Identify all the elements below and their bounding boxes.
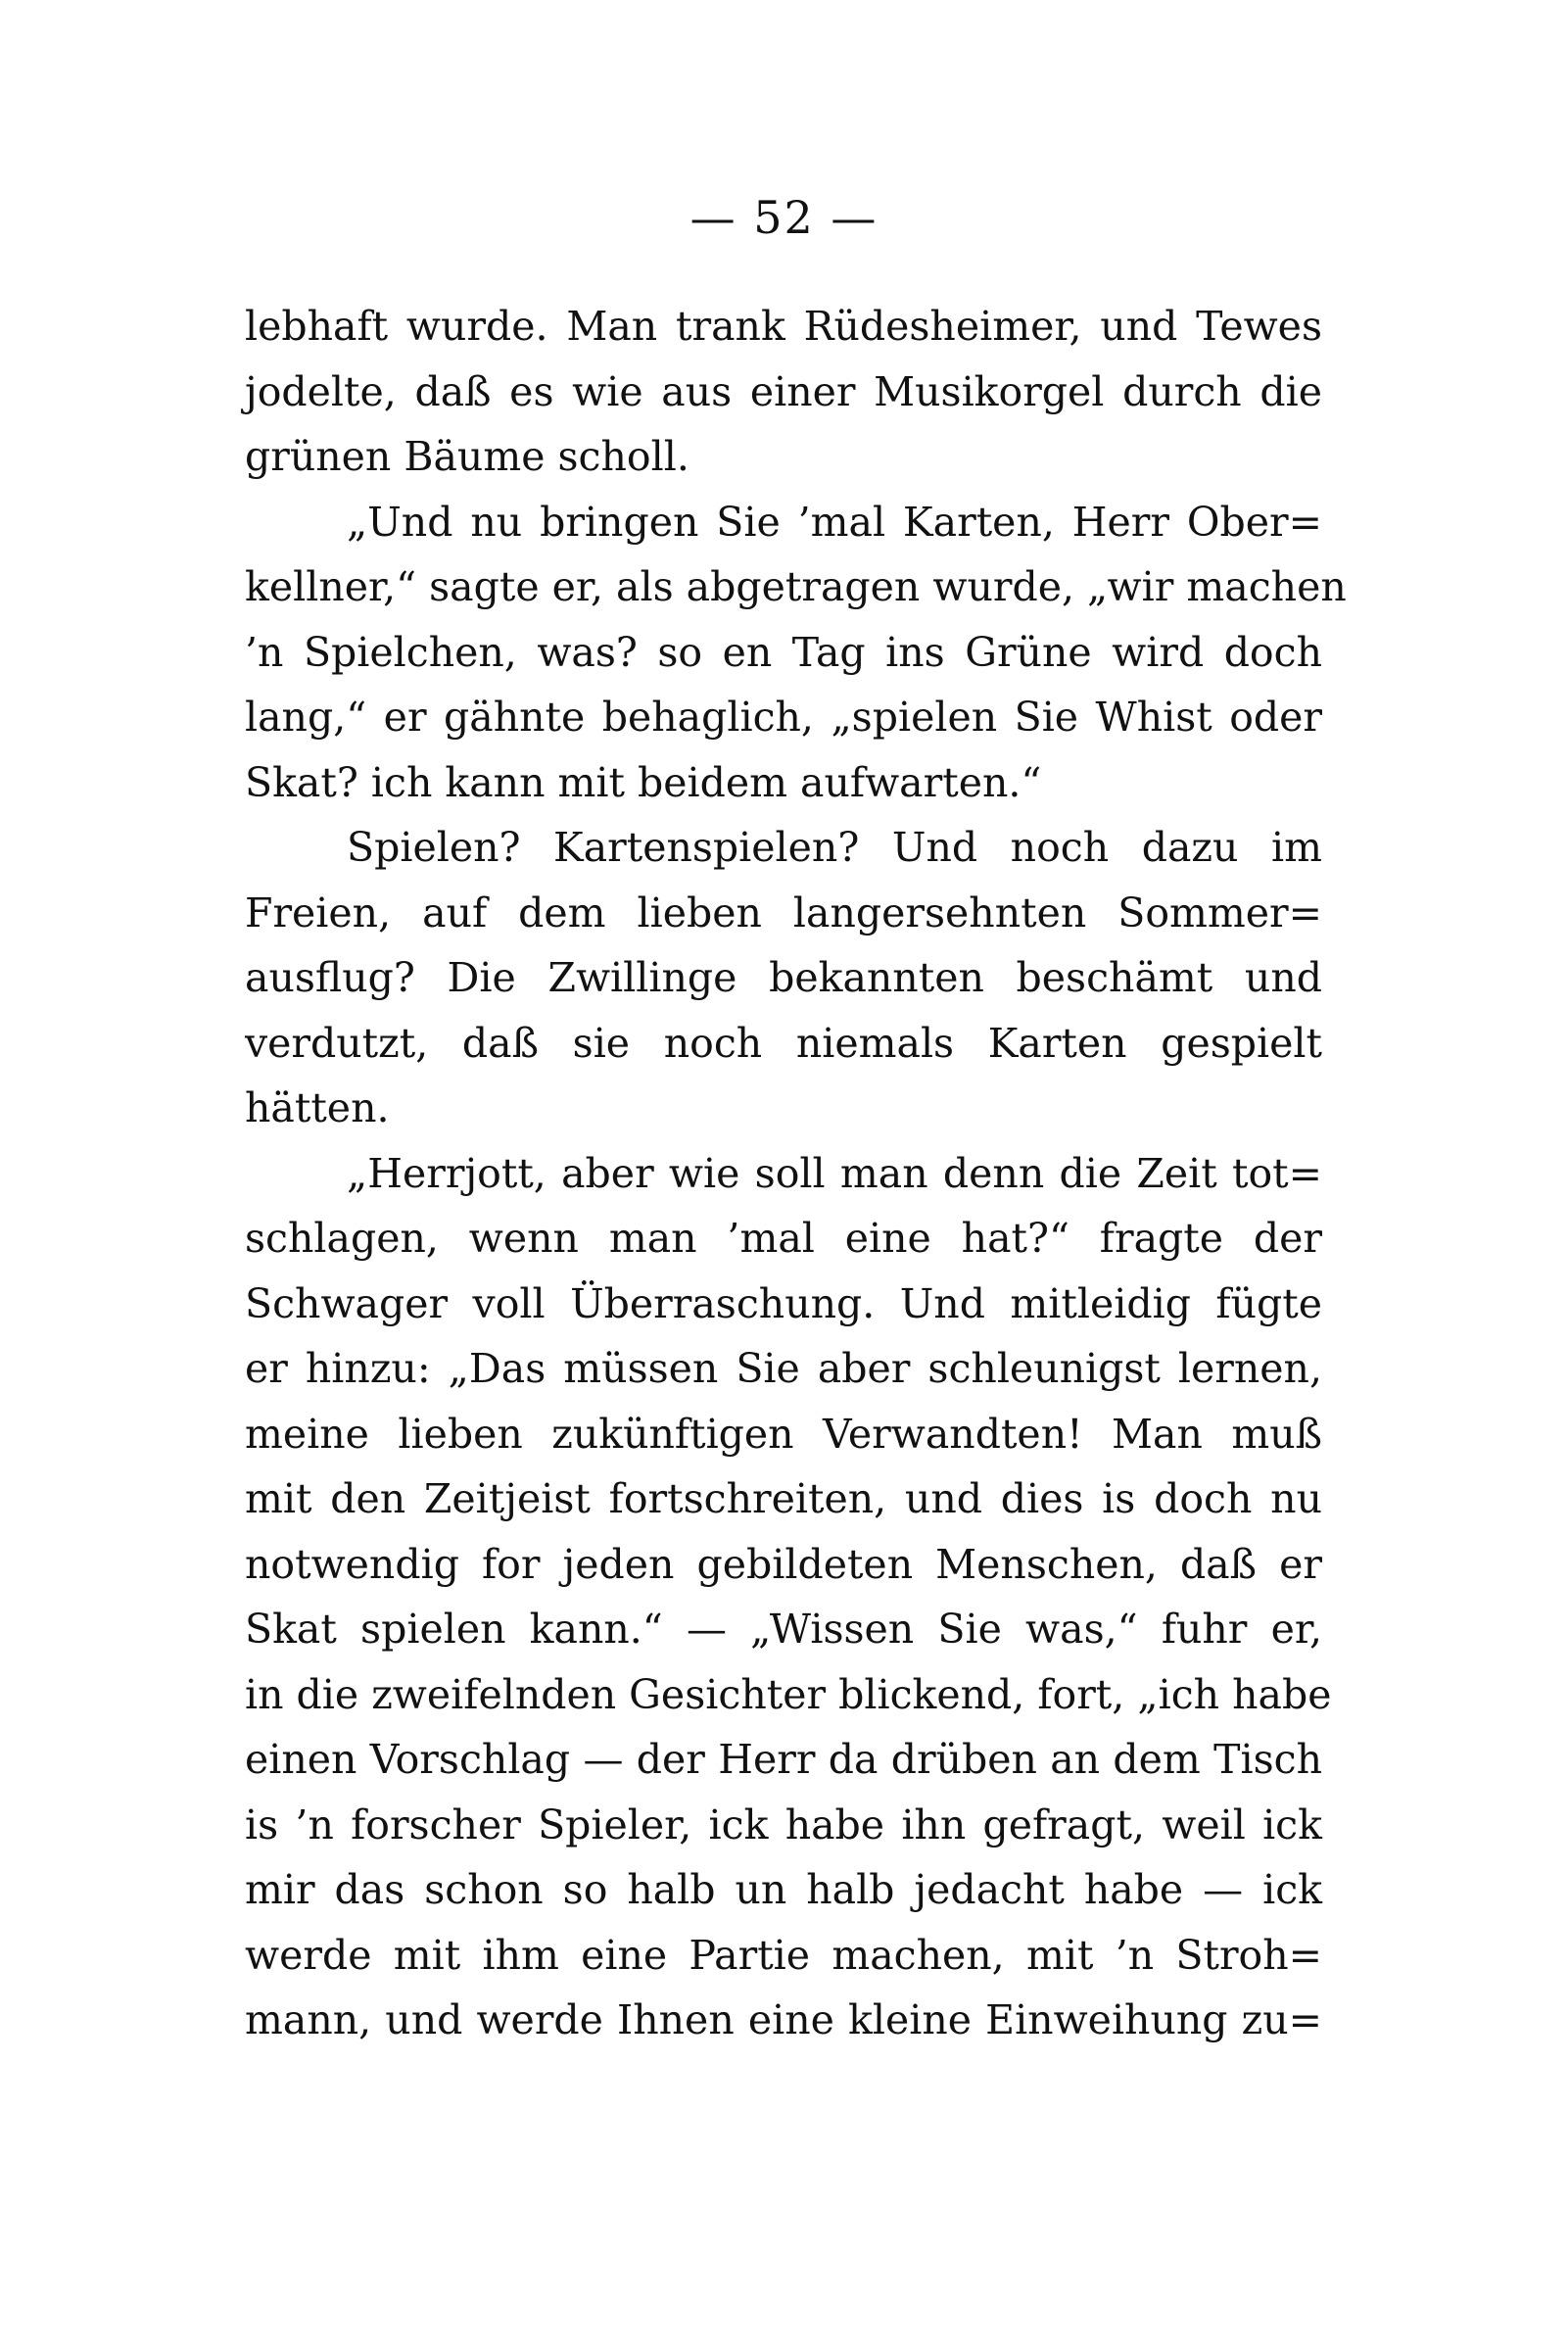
text-line: verdutzt, daß sie noch niemals Karten gespielt [245,1019,1322,1067]
text-line: mann, und werde Ihnen eine kleine Einweihung zu= [245,1996,1322,2043]
text-line: schlagen, wenn man ’mal eine hat?“ fragte der [245,1215,1322,1262]
text-line: lang,“ er gähnte behaglich, „spielen Sie Whist oder [245,694,1322,741]
text-line: is ’n forscher Spieler, ick habe ihn gefragt, weil ick [245,1800,1322,1848]
text-line: mit den Zeitjeist fortschreiten, und dies is doch nu [245,1475,1322,1522]
text-line: Spielen? Kartenspielen? Und noch dazu im [347,824,1322,871]
text-line: in die zweifelnden Gesichter blickend, fort, „ich habe [245,1670,1332,1718]
text-line: „Und nu bringen Sie ’mal Karten, Herr Ober= [347,498,1322,546]
text-line: ausflug? Die Zwillinge bekannten beschämt und [245,954,1322,1001]
text-line: Skat spielen kann.“ — „Wissen Sie was,“ fuhr er, [245,1606,1322,1653]
text-line: meine lieben zukünftigen Verwandten! Man muß [245,1410,1322,1458]
text-line: notwendig for jeden gebildeten Menschen, daß er [245,1540,1322,1588]
text-line: Skat? ich kann mit beidem aufwarten.“ [245,758,1042,806]
text-line: grünen Bäume scholl. [245,433,689,480]
text-line: lebhaft wurde. Man trank Rüdesheimer, und Tewes [245,303,1322,350]
body-text [245,294,1347,2053]
text-line: werde mit ihm eine Partie machen, mit ’n Stroh= [245,1931,1322,1979]
text-line: Schwager voll Überraschung. Und mitleidig fügte [245,1279,1322,1327]
text-line: jodelte, daß es wie aus einer Musikorgel durch die [245,367,1322,415]
page-number: — 52 — [689,191,879,244]
text-line: einen Vorschlag — der Herr da drüben an dem Tisch [245,1736,1322,1783]
text-line: er hinzu: „Das müssen Sie aber schleunigst lernen, [245,1345,1322,1392]
text-line: hätten. [245,1084,390,1131]
text-line: mir das schon so halb un halb jedacht habe — ick [245,1866,1322,1913]
text-line: „Herrjott, aber wie soll man denn die Zeit tot= [347,1149,1322,1197]
text-line: kellner,“ sagte er, als abgetragen wurde, „wir machen [245,563,1347,610]
text-line: ’n Spielchen, was? so en Tag ins Grüne wird doch [245,628,1322,676]
text-line: Freien, auf dem lieben langersehnten Sommer= [245,888,1322,936]
